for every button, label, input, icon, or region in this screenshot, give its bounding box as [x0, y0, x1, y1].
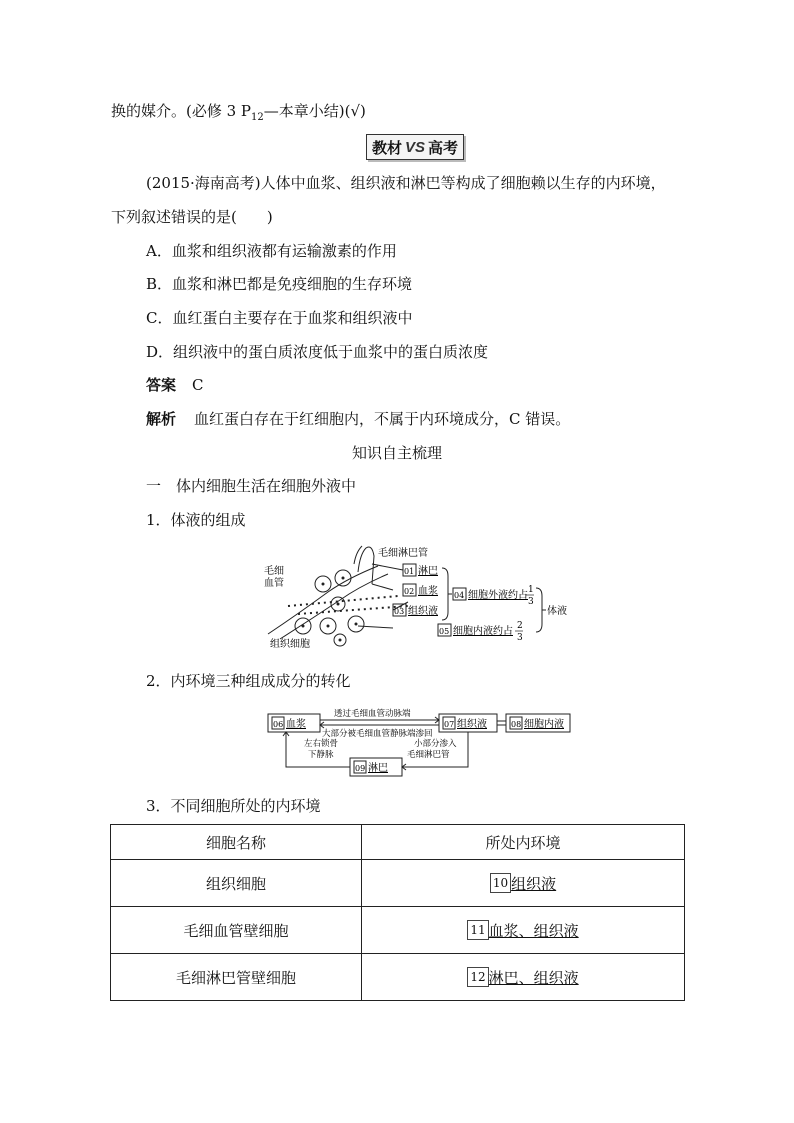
- left-label-1: 左右锁骨: [304, 739, 339, 749]
- cell-env: [362, 907, 685, 954]
- textbook-vs-exam-badge: [366, 134, 464, 160]
- table-row: [111, 907, 685, 954]
- flow-line-2: [298, 606, 408, 614]
- svg-text:05: 05: [439, 627, 450, 636]
- blank-number: 10: [490, 873, 511, 893]
- right-label-2: 毛细淋巴管: [407, 750, 450, 760]
- capillary-label-2: 血管: [264, 578, 284, 589]
- label-extracellular: 细胞外液约占: [468, 590, 528, 601]
- top-line-text: 换的媒介。(必修 3 P: [111, 102, 252, 120]
- tissue-cells-label: 组织细胞: [270, 639, 310, 650]
- blank-answer: 组织液: [511, 874, 557, 893]
- cell-name: 组织细胞: [111, 860, 362, 907]
- label-plasma: 血浆: [418, 586, 438, 597]
- top-line: [111, 100, 366, 123]
- arrow-top-label: 透过毛细血管动脉端: [334, 709, 411, 719]
- arrow-bottom-label: 大部分被毛细血管静脉端渗回: [322, 729, 433, 739]
- header-cell-env: 所处内环境: [362, 825, 685, 860]
- label-body-fluid: 体液: [547, 606, 567, 617]
- label-lymph: 淋巴: [418, 566, 438, 577]
- subheading-3: 3．不同细胞所处的内环境: [146, 797, 321, 815]
- label-intracellular: 细胞内液约占: [453, 626, 513, 637]
- cell-name: 毛细淋巴管壁细胞: [111, 954, 362, 1001]
- intracellular-label: 细胞内液: [524, 719, 564, 730]
- svg-text:1: 1: [528, 585, 534, 595]
- top-line-subscript: 12: [251, 112, 264, 123]
- table-row: [111, 860, 685, 907]
- lymph-vessel: [358, 547, 374, 584]
- analysis-text: 血红蛋白存在于红细胞内，不属于内环境成分，C 错误。: [194, 410, 571, 428]
- question-line-2: 下列叙述错误的是( ): [111, 208, 273, 226]
- analysis-label: 解析: [146, 410, 177, 428]
- cell-env: [362, 954, 685, 1001]
- question-line-1: (2015·海南高考)人体中血浆、组织液和淋巴等构成了细胞赖以生存的内环境，: [146, 174, 666, 192]
- svg-text:06: 06: [273, 720, 284, 729]
- environment-table: [110, 824, 685, 1001]
- svg-text:02: 02: [404, 587, 415, 596]
- blank-number: 11: [467, 920, 488, 940]
- answer-label: 答案: [146, 376, 177, 394]
- svg-text:01: 01: [404, 567, 415, 576]
- transformation-diagram: [264, 706, 574, 778]
- cell-name: 毛细血管壁细胞: [111, 907, 362, 954]
- analysis-line: [146, 408, 570, 429]
- answer-value: C: [192, 376, 204, 394]
- capillary-label-1: 毛细: [264, 566, 284, 577]
- lymph-vessel-2: [354, 546, 362, 564]
- badge-vs: VS: [404, 138, 425, 156]
- table-header-row: [111, 825, 685, 860]
- option-d: D．组织液中的蛋白质浓度低于血浆中的蛋白质浓度: [146, 343, 489, 361]
- subheading-2: 2．内环境三种组成成分的转化: [146, 672, 351, 690]
- top-line-tail: —本章小结)(√): [263, 102, 366, 120]
- body-fluid-diagram: [258, 544, 578, 650]
- svg-text:04: 04: [454, 591, 465, 600]
- svg-text:3: 3: [528, 597, 534, 607]
- svg-text:08: 08: [511, 720, 522, 729]
- header-cell-name: 细胞名称: [111, 825, 362, 860]
- section-title: 知识自主梳理: [351, 444, 442, 462]
- blank-number: 12: [467, 967, 488, 987]
- answer-line: [146, 374, 204, 395]
- badge-right: 高考: [428, 138, 459, 157]
- heading-1: 一 体内细胞生活在细胞外液中: [146, 477, 357, 495]
- right-label-1: 小部分渗入: [414, 739, 457, 749]
- svg-text:07: 07: [444, 720, 455, 729]
- svg-text:3: 3: [517, 633, 523, 643]
- cell-env: [362, 860, 685, 907]
- svg-text:09: 09: [355, 764, 366, 773]
- subheading-1: 1．体液的组成: [146, 511, 246, 529]
- option-a: A．血浆和组织液都有运输激素的作用: [146, 242, 397, 260]
- left-label-2: 下静脉: [308, 750, 334, 760]
- label-tissue-fluid: 组织液: [408, 606, 438, 617]
- svg-text:03: 03: [394, 607, 405, 616]
- option-b: B．血浆和淋巴都是免疫细胞的生存环境: [146, 275, 413, 293]
- lymph-label: 淋巴: [368, 763, 388, 774]
- badge-left: 教材: [371, 138, 402, 157]
- plasma-label: 血浆: [286, 719, 306, 730]
- svg-text:2: 2: [517, 621, 523, 631]
- blank-answer: 淋巴、组织液: [488, 968, 579, 987]
- tissue-fluid-label: 组织液: [457, 719, 487, 730]
- table-row: [111, 954, 685, 1001]
- lymph-vessel-label: 毛细淋巴管: [378, 548, 428, 559]
- blank-answer: 血浆、组织液: [488, 921, 579, 940]
- option-c: C．血红蛋白主要存在于血浆和组织液中: [146, 309, 413, 327]
